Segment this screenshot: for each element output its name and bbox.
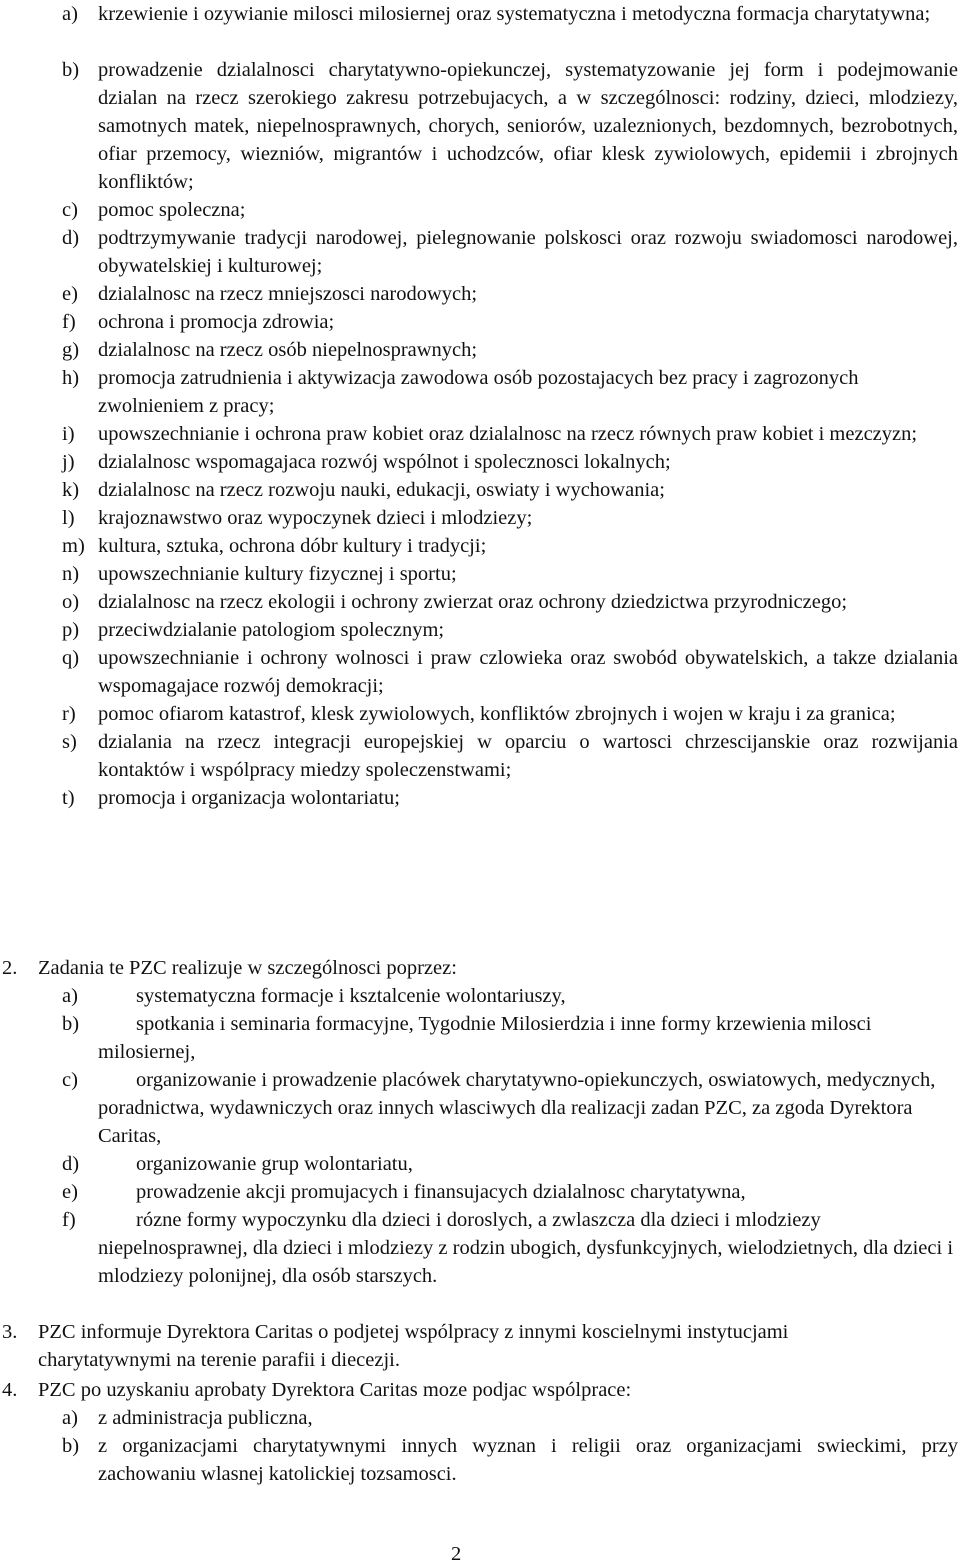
list-item-label: c): [62, 199, 78, 221]
list-item-label: e): [62, 283, 78, 305]
list-item: [0, 616, 958, 644]
list-item: [0, 476, 958, 504]
task-list-1-items: [62, 56, 958, 812]
list-item-text: upowszechnianie kultury fizycznej i sportu;: [98, 563, 457, 585]
list-item-text: dzialalnosc wspomagajaca rozwój wspólnot i spolecznosci lokalnych;: [98, 451, 671, 473]
list-item-text: prowadzenie akcji promujacych i finansujacych dzialalnosc charytatywna,: [136, 1181, 746, 1203]
list-item: [0, 196, 958, 224]
list-item-label: b): [62, 1435, 80, 1457]
list-item-label: o): [62, 591, 80, 613]
section-4-list: [0, 1404, 958, 1488]
list-item-label: d): [62, 227, 80, 249]
list-item-label: p): [62, 619, 80, 641]
list-item-label: q): [62, 647, 80, 669]
list-item-text: pomoc spoleczna;: [98, 199, 246, 221]
list-item-label: m): [62, 535, 85, 557]
list-item: [0, 308, 958, 336]
task-list-1: [62, 0, 958, 28]
list-item-text: promocja zatrudnienia i aktywizacja zawodowa osób pozostajacych bez pracy i zagrozonych zwolnieniem z pracy;: [98, 367, 859, 417]
list-item: [0, 504, 958, 532]
list-item-label: g): [62, 339, 80, 361]
list-item-text: krzewienie i ozywianie milosci milosiernej oraz systematyczna i metodyczna formacja charytatywna;: [98, 3, 931, 25]
list-item-label: r): [62, 703, 76, 725]
section-number: 4.: [2, 1379, 18, 1401]
list-item: [62, 1178, 958, 1206]
list-item-text: dzialania na rzecz integracji europejskiej w oparciu o wartosci chrzescijanskie oraz rozwijania kontaktów i wspólpracy miedzy spoleczenstwami;: [98, 731, 958, 781]
list-item-text: promocja i organizacja wolontariatu;: [98, 787, 400, 809]
list-item-label: n): [62, 563, 80, 585]
list-item: [0, 588, 958, 616]
list-item-text: kultura, sztuka, ochrona dóbr kultury i tradycji;: [98, 535, 487, 557]
list-item: [62, 1066, 958, 1150]
list-item-text: podtrzymywanie tradycji narodowej, pielegnowanie polskosci oraz rozwoju swiadomosci narodowej, obywatelskiej i kulturowej;: [98, 227, 958, 277]
list-item-text: krajoznawstwo oraz wypoczynek dzieci i mlodziezy;: [98, 507, 533, 529]
list-item: [0, 364, 958, 420]
list-item-label: b): [62, 59, 80, 81]
section-text: PZC informuje Dyrektora Caritas o podjetej wspólpracy z innymi koscielnymi instytucjami charytatywnymi na terenie parafii i diecezji.: [38, 1321, 789, 1371]
list-item-label: j): [62, 451, 75, 473]
section-number: 2.: [2, 957, 18, 979]
list-item-text: dzialalnosc na rzecz rozwoju nauki, edukacji, oswiaty i wychowania;: [98, 479, 665, 501]
list-item-text: organizowanie i prowadzenie placówek charytatywno-opiekunczych, oswiatowych, medycznych, poradnictwa, wydawniczych oraz innych wlasciwych dla realizacji zadan PZC, za zgoda Dyrektora Caritas,: [98, 1069, 936, 1147]
list-item-text: pomoc ofiarom katastrof, klesk zywiolowych, konfliktów zbrojnych i wojen w kraju i za granica;: [98, 703, 896, 725]
list-item-text: upowszechnianie i ochrona praw kobiet oraz dzialalnosc na rzecz równych praw kobiet i mezczyzn;: [98, 423, 918, 445]
list-item-text: z administracja publiczna,: [98, 1407, 313, 1429]
list-item-text: systematyczna formacje i ksztalcenie wolontariuszy,: [136, 985, 566, 1007]
list-item: [62, 982, 958, 1010]
list-item-label: k): [62, 479, 80, 501]
list-item: [0, 280, 958, 308]
list-item: [0, 0, 958, 28]
list-item-text: upowszechnianie i ochrony wolnosci i praw czlowieka oraz swobód obywatelskich, a takze dzialania wspomagajace rozwój demokracji;: [98, 647, 958, 697]
list-item-text: przeciwdzialanie patologiom spolecznym;: [98, 619, 445, 641]
list-item-label: e): [62, 1181, 78, 1203]
list-item: [0, 1404, 958, 1432]
list-item-label: b): [62, 1013, 80, 1035]
list-item: [0, 700, 958, 728]
list-item: [0, 420, 958, 448]
list-item-label: a): [62, 1407, 78, 1429]
page-number: 2: [451, 1543, 462, 1565]
list-item-text: ochrona i promocja zdrowia;: [98, 311, 335, 333]
list-item-label: t): [62, 787, 75, 809]
list-item: [0, 560, 958, 588]
list-item-label: d): [62, 1153, 80, 1175]
list-item-label: f): [62, 311, 76, 333]
list-item-label: f): [62, 1209, 76, 1231]
list-item: [0, 784, 958, 812]
list-item-text: dzialalnosc na rzecz osób niepelnosprawnych;: [98, 339, 478, 361]
section-number: 3.: [2, 1321, 18, 1343]
list-item-text: dzialalnosc na rzecz mniejszosci narodowych;: [98, 283, 478, 305]
list-item-label: l): [62, 507, 75, 529]
list-item: [62, 1206, 958, 1290]
list-item-label: c): [62, 1069, 78, 1091]
list-item: [0, 224, 958, 280]
list-item: [62, 1010, 958, 1066]
list-item-text: spotkania i seminaria formacyjne, Tygodnie Milosierdzia i inne formy krzewienia milosci milosiernej,: [98, 1013, 872, 1063]
list-item: [0, 1432, 958, 1488]
list-item: [62, 1150, 958, 1178]
list-item: [0, 336, 958, 364]
list-item: [0, 56, 958, 196]
list-item: [0, 728, 958, 784]
list-item-label: a): [62, 985, 78, 1007]
list-item-label: i): [62, 423, 75, 445]
list-item: [0, 448, 958, 476]
section-heading: Zadania te PZC realizuje w szczególnosci poprzez:: [38, 957, 457, 979]
list-item-text: z organizacjami charytatywnymi innych wyznan i religii oraz organizacjami swieckimi, przy zachowaniu wlasnej katolickiej tozsamosci.: [98, 1435, 958, 1485]
list-item-label: h): [62, 367, 80, 389]
list-item: [0, 644, 958, 700]
list-item-text: dzialalnosc na rzecz ekologii i ochrony zwierzat oraz ochrony dziedzictwa przyrodniczego;: [98, 591, 848, 613]
list-item-text: prowadzenie dzialalnosci charytatywno-opiekunczej, systematyzowanie jej form i podejmowanie dzialan na rzecz szerokiego zakresu potrzebujacych, a w szczególnosci: rodziny, dzieci, mlodziezy, samotnych matek, niepelnosprawnych, chorych, seniorów, uzaleznionych, bezdomnych, bezrobotnych, ofiar przemocy, wiezniów, migrantów i uchodzców, ofiar klesk zywiolowych, epidemii i zbrojnych konfliktów;: [98, 59, 958, 193]
list-item-text: organizowanie grup wolontariatu,: [136, 1153, 413, 1175]
list-item-text: rózne formy wypoczynku dla dzieci i doroslych, a zwlaszcza dla dzieci i mlodziezy niepelnosprawnej, dla dzieci i mlodziezy z rodzin ubogich, dysfunkcyjnych, wielodzietnych, dla dzieci i mlodziezy polonijnej, dla osób starszych.: [98, 1209, 954, 1287]
list-item-label: a): [62, 3, 78, 25]
list-item-label: s): [62, 731, 77, 753]
list-item: [0, 532, 958, 560]
section-2-list: [62, 982, 958, 1290]
section-heading: PZC po uzyskaniu aprobaty Dyrektora Caritas moze podjac wspólprace:: [38, 1379, 632, 1401]
